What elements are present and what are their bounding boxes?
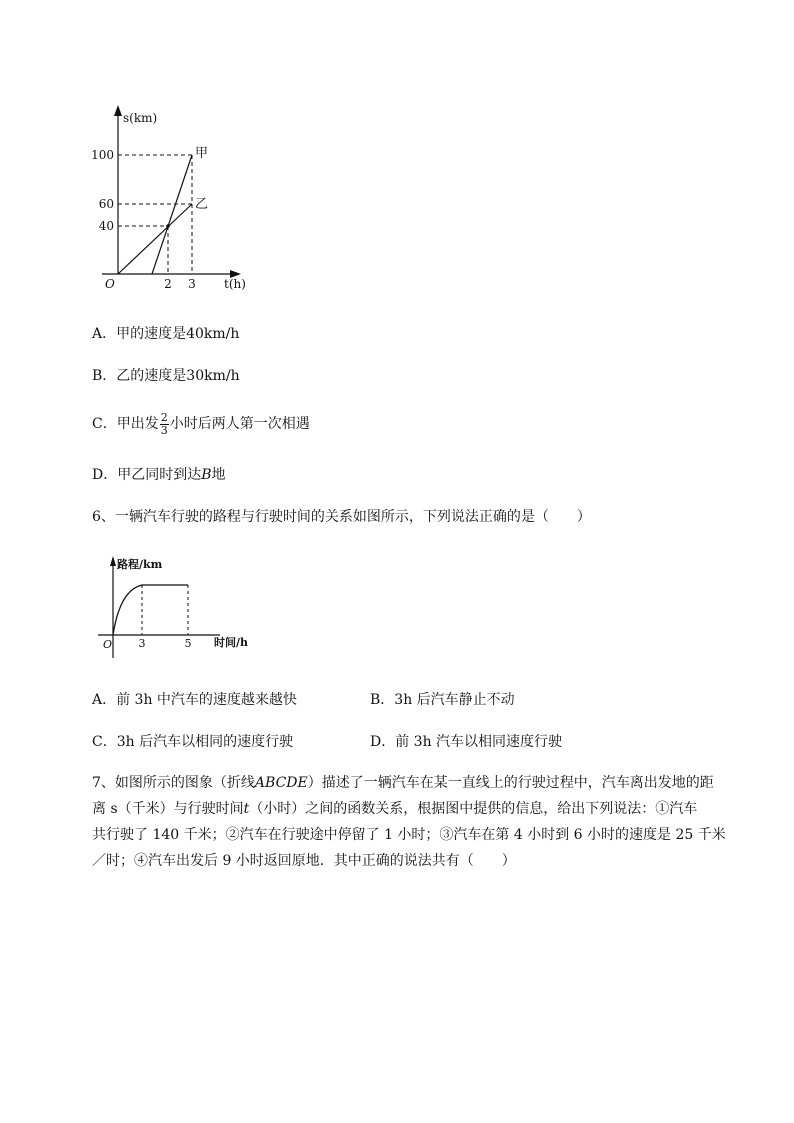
- x-tick-2: 2: [164, 277, 172, 291]
- distance-time-chart-2: [90, 548, 260, 658]
- q7-line2-prefix: 离 s（千米）与行驶时间: [92, 801, 244, 817]
- q5-option-d: [92, 465, 226, 485]
- q7-line1-var: ABCDE: [254, 775, 308, 791]
- q7-line-1: [92, 770, 722, 796]
- q5-option-c-suffix: 小时后两人第一次相遇: [169, 416, 310, 432]
- q6-option-c: C．3h 后汽车以相同的速度行驶: [92, 734, 294, 750]
- q5-option-c: [92, 410, 310, 438]
- fraction-numerator: 2: [160, 410, 168, 424]
- y-axis-arrow: [110, 556, 116, 566]
- q7-stem: [92, 770, 726, 874]
- y-axis-label: s(km): [123, 111, 158, 125]
- series-jia-label: 甲: [195, 146, 209, 161]
- x-tick-5: 5: [184, 637, 192, 650]
- origin-label: O: [103, 638, 113, 651]
- q6-option-b: B．3h 后汽车静止不动: [370, 692, 515, 708]
- y-axis-arrow: [114, 105, 122, 116]
- origin-label: O: [105, 277, 115, 291]
- q5-option-a: A．甲的速度是40km/h: [92, 326, 240, 342]
- distance-time-chart-1: [90, 100, 265, 300]
- q7-line-2: [92, 796, 722, 822]
- q7-line2-suffix: （小时）之间的函数关系，根据图中提供的信息，给出下列说法：①汽车: [249, 801, 698, 817]
- x-tick-3: 3: [138, 637, 146, 650]
- q5-option-d-prefix: D．甲乙同时到达: [92, 467, 202, 483]
- series-yi-label: 乙: [195, 197, 209, 212]
- x-axis-label: 时间/h: [214, 636, 249, 649]
- x-tick-3: 3: [188, 277, 196, 291]
- fraction-denominator: 3: [160, 423, 168, 437]
- q7-line-4: ／时；④汽车出发后 9 小时返回原地．其中正确的说法共有（ ）: [92, 853, 516, 869]
- q5-option-d-var: B: [201, 467, 212, 483]
- y-tick-100: 100: [91, 148, 114, 162]
- q5-option-b: B．乙的速度是30km/h: [92, 368, 240, 384]
- q7-line1-suffix: ）描述了一辆汽车在某一直线上的行驶过程中，汽车离出发地的距: [307, 775, 714, 791]
- q6-option-a: A．前 3h 中汽车的速度越来越快: [92, 692, 297, 708]
- fraction-two-thirds: [160, 412, 169, 437]
- y-axis-label: 路程/km: [117, 558, 163, 571]
- x-axis-label: t(h): [224, 277, 246, 291]
- q5-option-c-prefix: C．甲出发: [92, 416, 159, 432]
- y-tick-60: 60: [98, 197, 114, 211]
- y-tick-40: 40: [98, 219, 114, 233]
- series-jia-line: [152, 155, 192, 274]
- q7-line2-var: t: [243, 801, 250, 817]
- q6-option-d: D．前 3h 汽车以相同速度行驶: [370, 734, 563, 750]
- intersection-point: [166, 224, 170, 228]
- series-curve: [113, 585, 188, 635]
- q7-line-3: 共行驶了 140 千米；②汽车在行驶途中停留了 1 小时；③汽车在第 4 小时到 6 小时的速度是 25 千米: [92, 827, 726, 843]
- q5-option-d-suffix: 地: [211, 467, 226, 483]
- q7-line1-prefix: 7、如图所示的图象（折线: [92, 775, 255, 791]
- q6-stem: 6、一辆汽车行驶的路程与行驶时间的关系如图所示，下列说法正确的是（ ）: [92, 509, 591, 525]
